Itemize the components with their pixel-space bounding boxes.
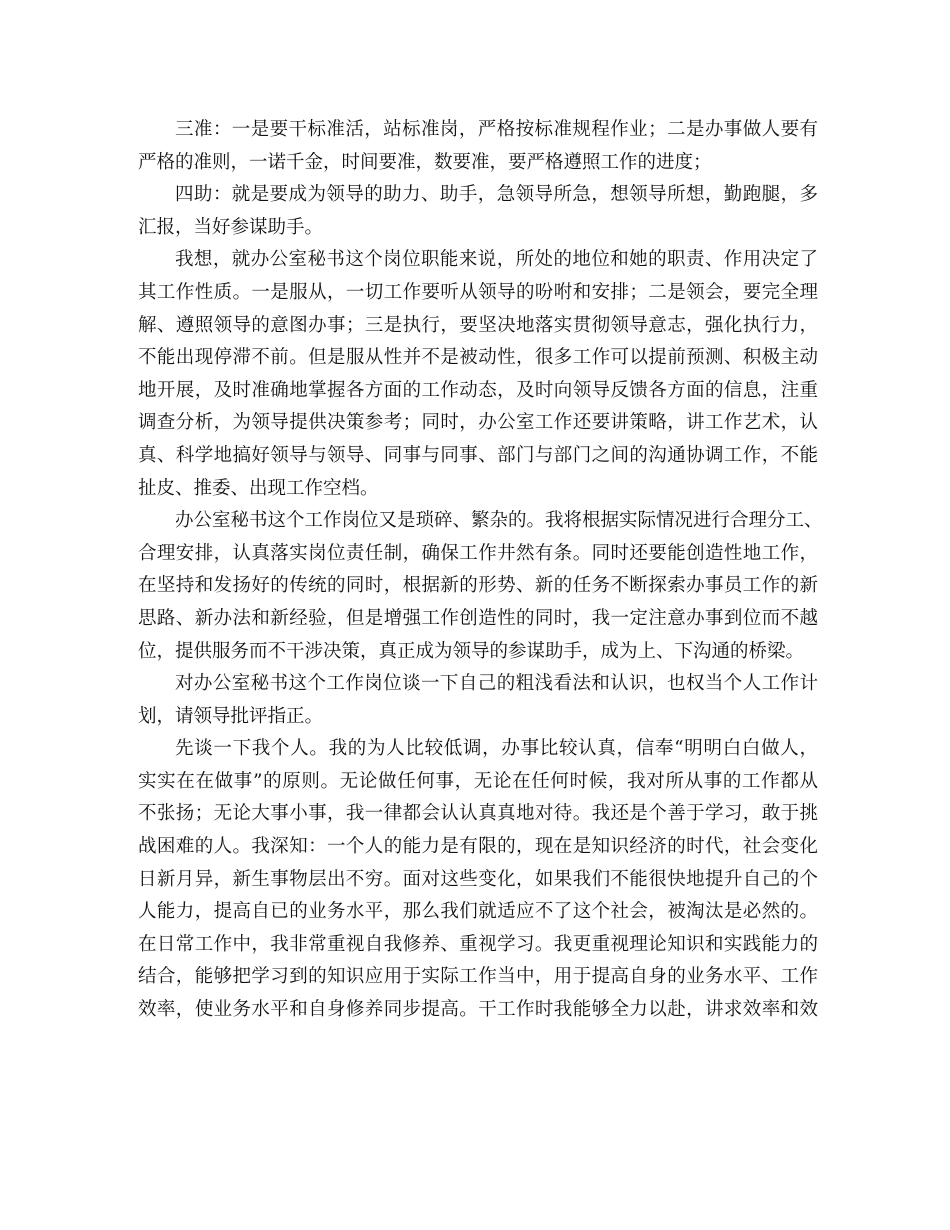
paragraph-line: 严格的准则，一诺千金，时间要准，数要准，要严格遵照工作的进度； bbox=[138, 151, 712, 173]
paragraph-line: 人能力，提高自已的业务水平，那么我们就适应不了这个社会，被淘汰是必然的。 bbox=[138, 901, 818, 923]
paragraph-line: 在坚持和发扬好的传统的同时，根据新的形势、新的任务不断探索办事员工作的新 bbox=[138, 575, 818, 597]
paragraph-line: 汇报，当好参谋助手。 bbox=[138, 216, 324, 238]
paragraph-line: 思路、新办法和新经验，但是增强工作创造性的同时，我一定注意办事到位而不越 bbox=[138, 607, 818, 629]
paragraph-line: 扯皮、推委、出现工作空档。 bbox=[138, 477, 379, 499]
paragraph-line: 实实在在做事”的原则。无论做任何事，无论在任何时候，我对所从事的工作都从 bbox=[138, 770, 818, 792]
paragraph-line: 三准：一是要干标准活，站标准岗，严格按标准规程作业；二是办事做人要有 bbox=[175, 119, 818, 140]
paragraph-line: 日新月异，新生事物层出不穷。面对这些变化，如果我们不能很快地提升自己的个 bbox=[138, 868, 818, 890]
paragraph-line: 不张扬；无论大事小事，我一律都会认认真真地对待。我还是个善于学习，敢于挑 bbox=[138, 803, 818, 825]
paragraph-line: 在日常工作中，我非常重视自我修养、重视学习。我更重视理论知识和实践能力的 bbox=[138, 933, 818, 955]
paragraph-line: 解、遵照领导的意图办事；三是执行，要坚决地落实贯彻领导意志，强化执行力， bbox=[138, 314, 818, 336]
paragraph-line: 合理安排，认真落实岗位责任制，确保工作井然有条。同时还要能创造性地工作， bbox=[138, 542, 818, 564]
paragraph-line: 结合，能够把学习到的知识应用于实际工作当中，用于提高自身的业务水平、工作 bbox=[138, 966, 818, 988]
paragraph-line: 先谈一下我个人。我的为人比较低调，办事比较认真，信奉“明明白白做人， bbox=[175, 738, 818, 760]
paragraph-line: 我想，就办公室秘书这个岗位职能来说，所处的地位和她的职责、作用决定了 bbox=[175, 249, 818, 271]
paragraph-line: 战困难的人。我深知：一个人的能力是有限的，现在是知识经济的时代，社会变化 bbox=[138, 836, 818, 858]
paragraph-line: 地开展，及时准确地掌握各方面的工作动态，及时向领导反馈各方面的信息，注重 bbox=[138, 379, 818, 401]
paragraph-line: 位，提供服务而不干涉决策，真正成为领导的参谋助手，成为上、下沟通的桥梁。 bbox=[138, 640, 805, 662]
paragraph-line: 效率，使业务水平和自身修养同步提高。干工作时我能够全力以赴，讲求效率和效 bbox=[138, 999, 818, 1021]
paragraph-line: 四助：就是要成为领导的助力、助手，急领导所急，想领导所想，勤跑腿，多 bbox=[175, 184, 818, 206]
paragraph-line: 划，请领导批评指正。 bbox=[138, 705, 324, 727]
paragraph-line: 其工作性质。一是服从，一切工作要听从领导的吩咐和安排；二是领会，要完全理 bbox=[138, 281, 818, 303]
paragraph-line: 对办公室秘书这个工作岗位谈一下自己的粗浅看法和认识，也权当个人工作计 bbox=[175, 673, 818, 695]
document-body bbox=[138, 114, 823, 1027]
paragraph-line: 不能出现停滞不前。但是服从性并不是被动性，很多工作可以提前预测、积极主动 bbox=[138, 347, 818, 369]
paragraph-line: 调查分析，为领导提供决策参考；同时，办公室工作还要讲策略，讲工作艺术，认 bbox=[138, 412, 818, 434]
paragraph-line: 办公室秘书这个工作岗位又是琐碎、繁杂的。我将根据实际情况进行合理分工、 bbox=[175, 510, 823, 532]
paragraph-line: 真、科学地搞好领导与领导、同事与同事、部门与部门之间的沟通协调工作，不能 bbox=[138, 444, 818, 466]
